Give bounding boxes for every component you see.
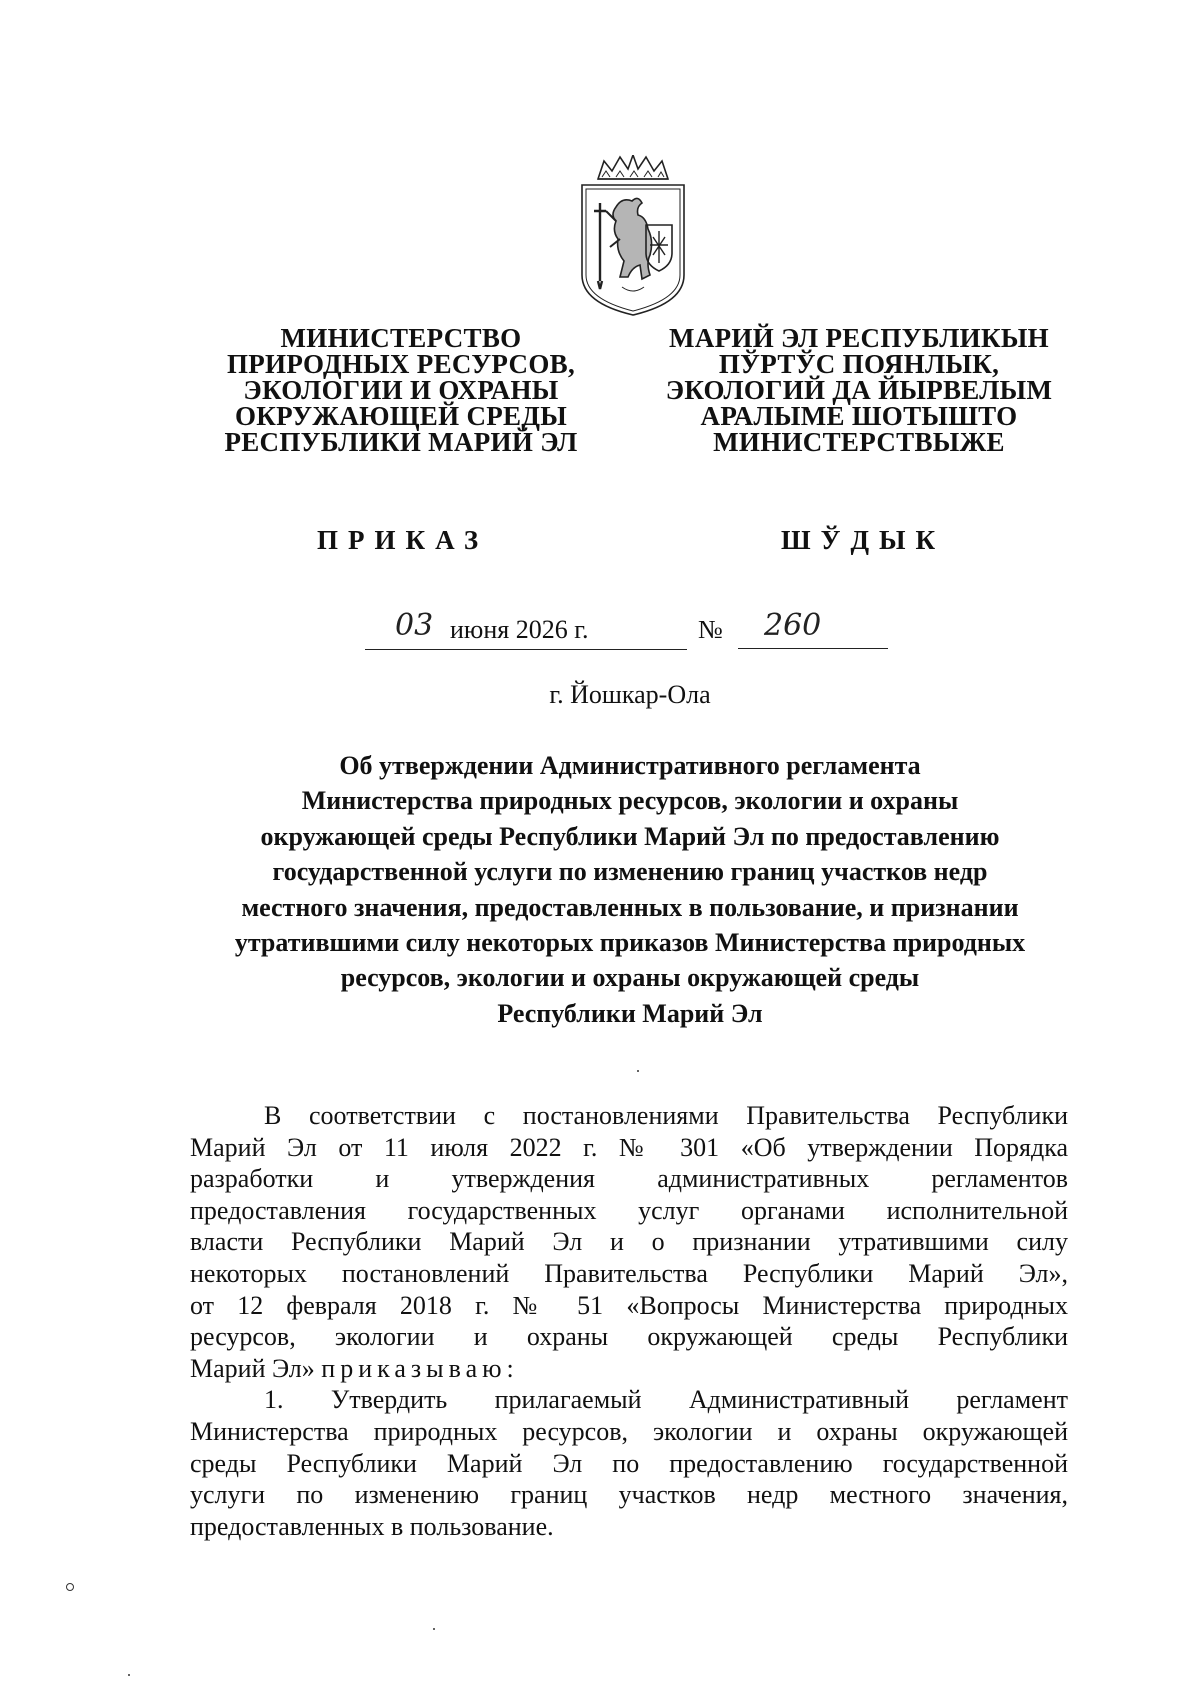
org-mari-line: МАРИЙ ЭЛ РЕСПУБЛИКЫН [669, 323, 1049, 353]
document-type-russian: ПРИКАЗ [317, 525, 489, 555]
ministry-name-mari [645, 325, 1073, 455]
body-line: предоставления государственных услуг органами исполнительной [190, 1195, 1068, 1225]
document-date [365, 607, 687, 650]
scan-speck [128, 1674, 130, 1676]
org-ru-line: РЕСПУБЛИКИ МАРИЙ ЭЛ [224, 427, 578, 457]
number-sign: № [698, 615, 723, 644]
body-line: предоставленных в пользование. [190, 1511, 554, 1541]
body-line: некоторых постановлений Правительства Республики Марий Эл», [190, 1258, 1068, 1288]
scan-speck [66, 1583, 74, 1591]
scan-speck [637, 1070, 639, 1072]
document-type-mari: ШЎДЫК [781, 525, 946, 555]
body-line: разработки и утверждения административных регламентов [190, 1164, 1068, 1194]
body-line-ordering [190, 1353, 1068, 1385]
scan-speck [433, 1628, 435, 1630]
title-line: ресурсов, экологии и охраны окружающей среды [340, 963, 920, 993]
ministry-name-russian [186, 325, 616, 455]
org-ru-line: МИНИСТЕРСТВО [280, 323, 522, 353]
body-line: 1. Утвердить прилагаемый Административный регламент [264, 1385, 1068, 1415]
title-line: Об утверждении Административного регламента [339, 751, 921, 780]
ordering-word: приказываю: [321, 1353, 519, 1383]
title-line: государственной услуги по изменению границ участков недр [272, 857, 988, 887]
title-line: местного значения, предоставленных в пользование, и признании [241, 892, 1019, 922]
org-ru-line: ПРИРОДНЫХ РЕСУРСОВ, [226, 349, 576, 379]
body-line: ресурсов, экологии и охраны окружающей среды Республики [190, 1322, 1068, 1352]
body-line: услуги по изменению границ участков недр местного значения, [190, 1480, 1068, 1510]
title-line: Министерства природных ресурсов, экологии и охраны [301, 786, 959, 816]
body-line: Министерства природных ресурсов, экологии и охраны окружающей [190, 1416, 1068, 1446]
date-month-year: июня 2026 г. [450, 615, 589, 644]
date-day-handwritten: 03 [395, 608, 434, 643]
org-ru-line: ЭКОЛОГИИ И ОХРАНЫ [243, 375, 559, 405]
title-line: окружающей среды Республики Марий Эл по предоставлению [260, 821, 1000, 851]
document-number [698, 607, 888, 649]
body-line: Марий Эл от 11 июля 2022 г. № 301 «Об утверждении Порядка [190, 1132, 1068, 1162]
city-name: г. Йошкар-Ола [549, 680, 711, 709]
document-body [190, 1100, 1068, 1542]
title-line: Республики Марий Эл [497, 998, 763, 1028]
body-text: Марий Эл» [190, 1353, 315, 1383]
org-ru-line: ОКРУЖАЮЩЕЙ СРЕДЫ [234, 401, 568, 431]
body-line: В соответствии с постановлениями Правительства Республики [264, 1101, 1068, 1130]
org-mari-line: АРАЛЫМЕ ШОТЫШТО [700, 401, 1018, 431]
number-handwritten: 260 [764, 608, 822, 643]
org-mari-line: ЭКОЛОГИЙ ДА ЙЫРВЕЛЫМ [665, 375, 1053, 405]
city-line [0, 680, 1200, 710]
document-title [190, 748, 1070, 1031]
title-line: утратившими силу некоторых приказов Министерства природных [234, 928, 1026, 958]
body-line: власти Республики Марий Эл и о признании утратившими силу [190, 1227, 1068, 1257]
org-mari-line: ПЎРТЎС ПОЯНЛЫК, [718, 349, 1000, 379]
body-line: среды Республики Марий Эл по предоставлению государственной [190, 1448, 1068, 1478]
coat-of-arms-emblem [576, 155, 690, 317]
number-underline [738, 648, 888, 649]
body-line: от 12 февраля 2018 г. № 51 «Вопросы Министерства природных [190, 1290, 1068, 1320]
org-mari-line: МИНИСТЕРСТВЫЖЕ [713, 427, 1005, 457]
